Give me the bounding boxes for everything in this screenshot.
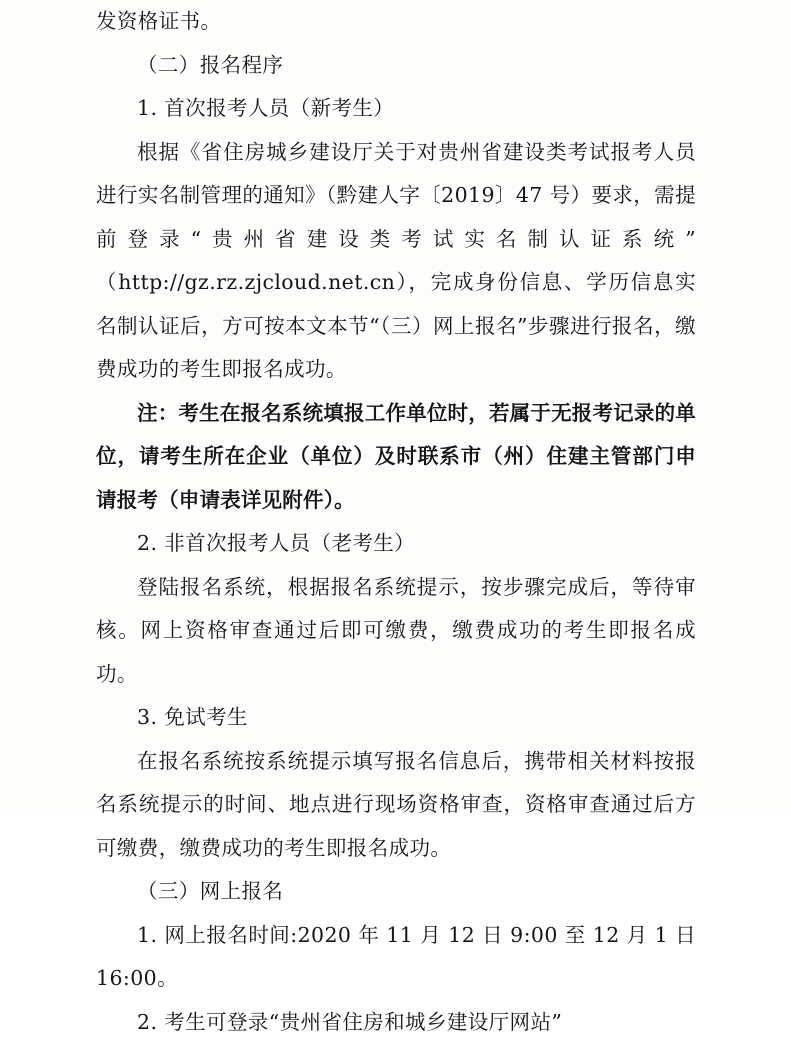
paragraph-realname-notice: 根据《省住房城乡建设厅关于对贵州省建设类考试报考人员进行实名制管理的通知》（黔建人字〔2019〕47 号）要求，需提前登录“贵州省建设类考试实名制认证系统”: [96, 131, 696, 262]
paragraph-registration-time: 1. 网上报名时间:2020 年 11 月 12 日 9:00 至 12 月 1 日 16:00。: [96, 914, 696, 1001]
paragraph-registration-website: 2. 考生可登录“贵州省住房和城乡建设厅网站”: [96, 1001, 696, 1044]
heading-exempt-applicants: 3. 免试考生: [96, 696, 696, 740]
paragraph-exempt-applicants-detail: 在报名系统按系统提示填写报名信息后，携带相关材料按报名系统提示的时间、地点进行现场资格审查，资格审查通过后方可缴费，缴费成功的考生即报名成功。: [96, 740, 696, 871]
heading-registration-procedure: （二）报名程序: [96, 44, 696, 88]
heading-first-time-applicants: 1. 首次报考人员（新考生）: [96, 87, 696, 131]
heading-returning-applicants: 2. 非首次报考人员（老考生）: [96, 522, 696, 566]
heading-online-registration: （三）网上报名: [96, 870, 696, 914]
paragraph-realname-url: （http://gz.rz.zjcloud.net.cn），完成身份信息、学历信息实名制认证后，方可按本文本节“（三）网上报名”步骤进行报名，缴费成功的考生即报名成功。: [96, 261, 696, 392]
paragraph-continuation-certificate: 发资格证书。: [96, 0, 696, 44]
paragraph-returning-applicants-detail: 登陆报名系统，根据报名系统提示，按步骤完成后，等待审核。网上资格审查通过后即可缴费，缴费成功的考生即报名成功。: [96, 566, 696, 697]
paragraph-note-bold: 注：考生在报名系统填报工作单位时，若属于无报考记录的单位，请考生所在企业（单位）及时联系市（州）住建主管部门申请报考（申请表详见附件）。: [96, 392, 696, 523]
document-text-column: [96, 0, 696, 1044]
